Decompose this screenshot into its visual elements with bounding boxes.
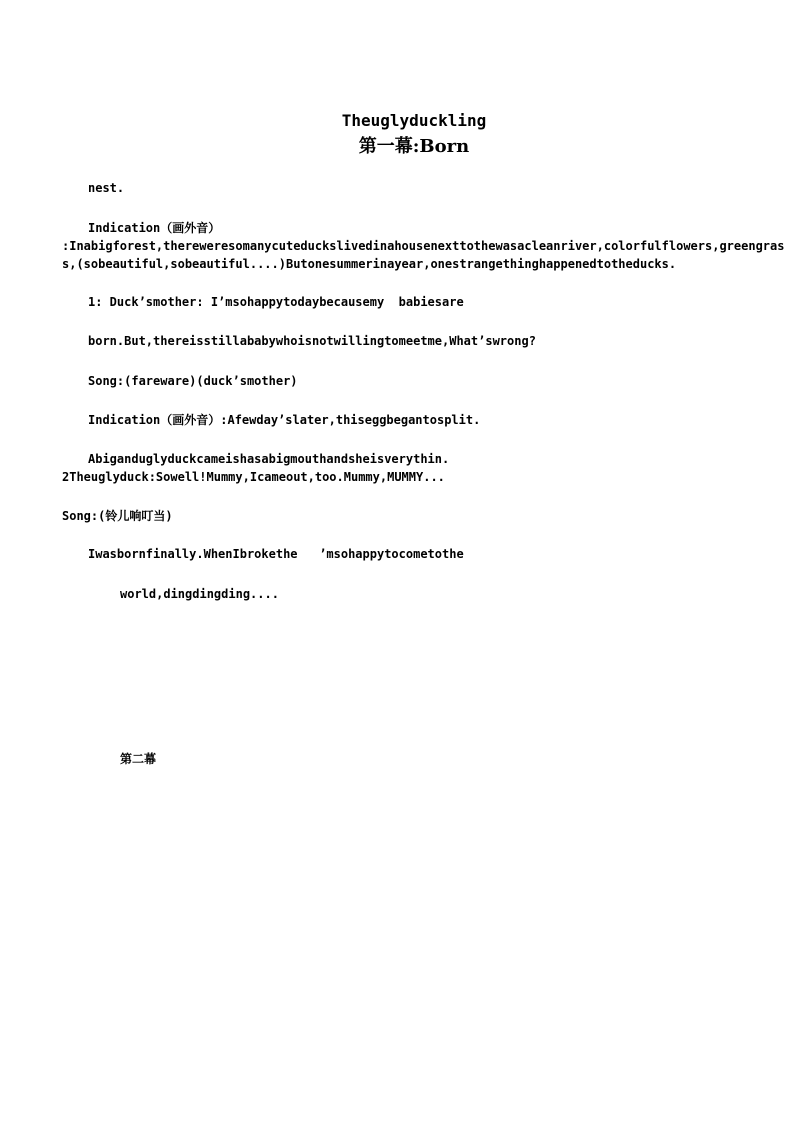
text-line: Iwasbornfinally.WhenIbrokethe ’msohappytocometothe (88, 547, 464, 561)
text-line: Song:(铃儿响叮当) (62, 509, 173, 523)
text-line: Indication（画外音）:Afewday’slater,thiseggbegantosplit. (88, 413, 481, 427)
text-line: 2Theuglyduck:Sowell!Mummy,Icameout,too.Mummy,MUMMY... (62, 470, 445, 484)
document-title: Theuglyduckling (341, 111, 487, 130)
text-line: born.But,thereisstillababywhoisnotwillingtomeetme,What’swrong? (88, 334, 536, 348)
text-line: s,(sobeautiful,sobeautiful....)Butonesummerinayear,onestrangethinghappenedtotheducks. (62, 257, 677, 271)
act-two-heading: 第二幕 (120, 752, 157, 766)
text-line: Abiganduglyduckcameishasabigmouthandsheisverythin. (88, 452, 450, 466)
text-line: Indication（画外音） (88, 221, 221, 235)
act-heading: 第一幕:Born (358, 136, 470, 157)
text-line: :Inabigforest,thereweresomanycuteduckslivedinahousenexttothewasacleanriver,colorfulflowers,greengras (62, 239, 785, 253)
text-line: 1: Duck’smother: I’msohappytodaybecausemy babiesare (88, 295, 464, 309)
text-line: nest. (88, 181, 125, 195)
text-line: world,dingdingding.... (120, 587, 279, 601)
text-line: Song:(fareware)(duck’smother) (88, 374, 298, 388)
